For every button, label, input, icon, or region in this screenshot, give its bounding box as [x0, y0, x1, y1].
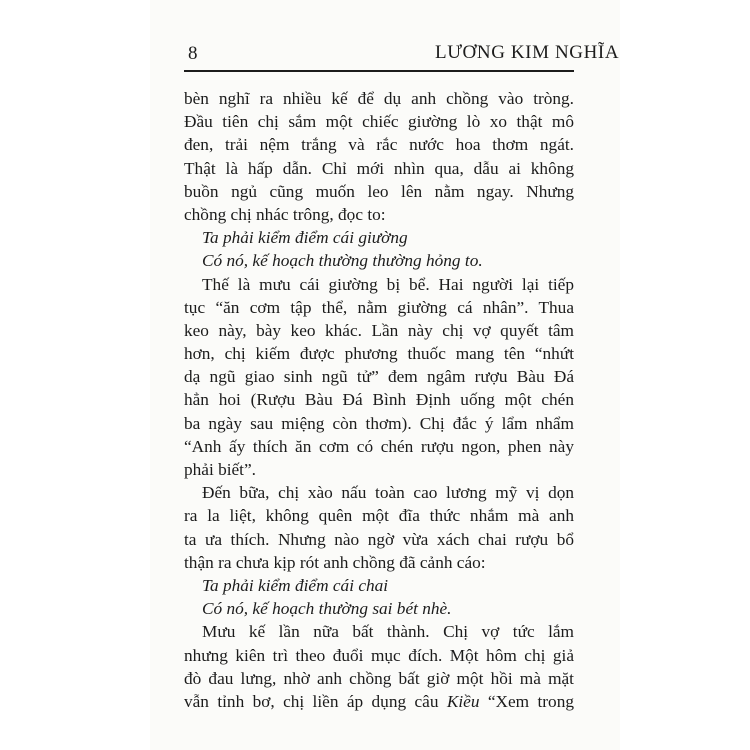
text-line: nhưng kiên trì theo đuổi mục đích. Một hôm chị giả [184, 645, 574, 665]
text-line: Thế là mưu cái giường bị bể. Hai người lại tiếp [202, 274, 574, 294]
italic-work-title: Kiều [446, 691, 480, 711]
text-line: thận ra chưa kịp rót anh chồng đã cảnh cáo: [184, 552, 486, 572]
text-line: ta ưa thích. Nhưng nào ngờ vừa xách chai rượu bổ [184, 529, 574, 549]
running-header-title: LƯƠNG KIM NGHĨA [435, 42, 620, 63]
text-fragment: “Xem trong [479, 691, 574, 711]
text-line: dạ ngũ giao sinh ngũ tử” đem ngâm rượu Bàu Đá [184, 367, 574, 387]
text-line: chồng chị nhác trông, đọc to: [184, 204, 386, 224]
text-line: Mưu kế lần nữa bất thành. Chị vợ tức lắm [202, 622, 574, 642]
body-text [184, 87, 574, 713]
text-line: Đầu tiên chị sắm một chiếc giường lò xo thật mô [184, 112, 574, 132]
text-line [184, 690, 574, 713]
text-line: bèn nghĩ ra nhiều kế để dụ anh chồng vào tròng. [184, 89, 574, 108]
text-line: “Anh ấy thích ăn cơm có chén rượu ngon, phen này [184, 436, 574, 456]
verse-line: Ta phải kiểm điểm cái chai [202, 575, 389, 595]
text-line: đò đau lưng, nhờ anh chồng bất giờ một hồi mà mặt [184, 668, 574, 688]
text-line: keo này, bày keo khác. Lần này chị vợ quyết tâm [184, 320, 574, 340]
text-line: buồn ngủ cũng muốn leo lên nằm ngay. Nhưng [184, 181, 574, 201]
text-line: tục “ăn cơm tập thể, nằm giường cá nhân”. Thua [184, 297, 574, 317]
text-line: ba ngày sau miệng còn thơm). Chị đắc ý lẩm nhẩm [184, 413, 574, 433]
verse-line: Ta phải kiểm điểm cái giường [202, 228, 408, 248]
text-line: phải biết”. [184, 460, 256, 479]
text-line: Thật là hấp dẫn. Chỉ mới nhìn qua, dẫu ai không [184, 158, 574, 178]
verse-line: Có nó, kế hoạch thường thường hỏng to. [202, 251, 483, 271]
text-fragment: vẫn tỉnh bơ, chị liền áp dụng câu [184, 691, 447, 711]
text-line: hơn, chị kiếm được phương thuốc mang tên “nhứt [184, 344, 574, 364]
text-line: Đến bữa, chị xào nấu toàn cao lương mỹ vị dọn [202, 483, 574, 503]
text-line: ra la liệt, không quên một đĩa thức nhắm mà anh [184, 506, 574, 526]
verse-line: Có nó, kế hoạch thường sai bét nhè. [202, 599, 452, 619]
text-line: đen, trải nệm trắng và rắc nước hoa thơm ngát. [184, 135, 574, 155]
text-line: hẳn hoi (Rượu Bàu Đá Bình Định uống một chén [184, 390, 574, 410]
page-number: 8 [188, 43, 198, 64]
header-rule [184, 70, 574, 72]
